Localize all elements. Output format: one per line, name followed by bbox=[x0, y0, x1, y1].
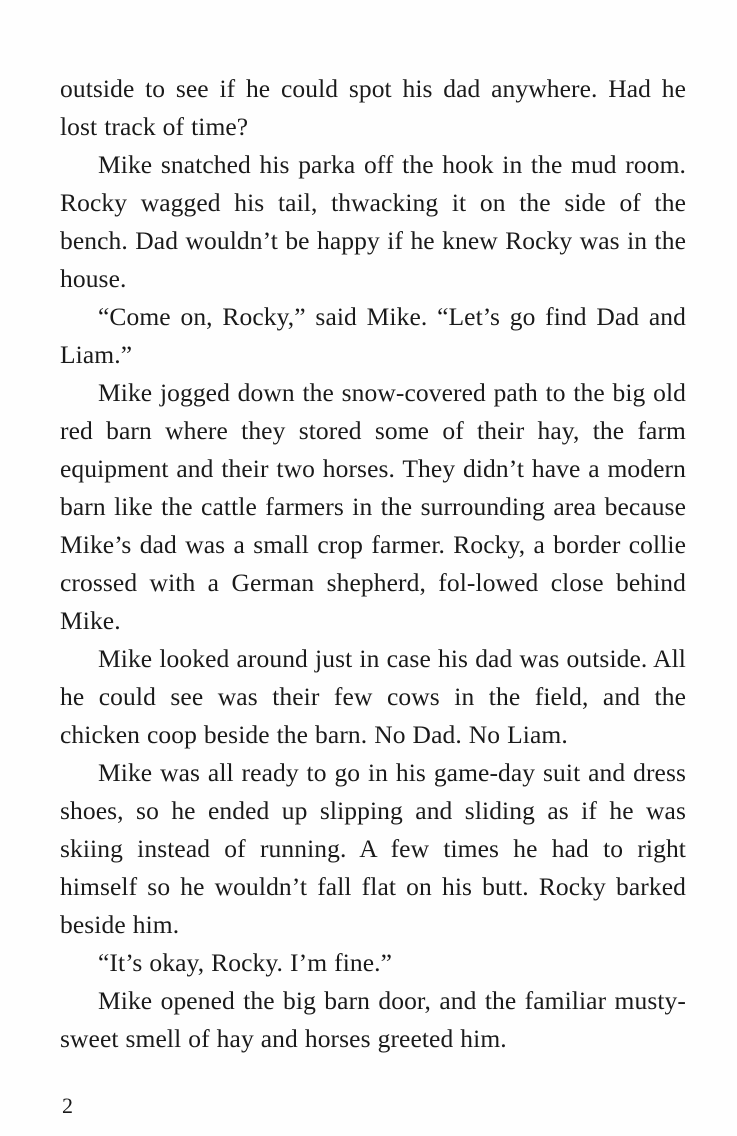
paragraph-5: Mike looked around just in case his dad was outside. All he could see was their few cows in the field, and the chicken coop beside the barn. No Dad. No Liam. bbox=[60, 644, 686, 749]
paragraph-3: “Come on, Rocky,” said Mike. “Let’s go find Dad and Liam.” bbox=[60, 302, 686, 369]
paragraph-2: Mike snatched his parka off the hook in the mud room. Rocky wagged his tail, thwacking it on the side of the bench. Dad wouldn’t be happy if he knew Rocky was in the house. bbox=[60, 150, 686, 293]
paragraph-8: Mike opened the big barn door, and the familiar musty-sweet smell of hay and horses greeted him. bbox=[60, 986, 686, 1053]
page-body-text bbox=[60, 70, 686, 1058]
paragraph-1: outside to see if he could spot his dad anywhere. Had he lost track of time? bbox=[60, 74, 686, 141]
paragraph-4: Mike jogged down the snow-covered path to the big old red barn where they stored some of their hay, the farm equipment and their two horses. They didn’t have a modern barn like the cattle farmers in the surrounding area because Mike’s dad was a small crop farmer. Rocky, a border collie crossed with a German shepherd, fol-lowed close behind Mike. bbox=[60, 378, 686, 635]
paragraph-6: Mike was all ready to go in his game-day suit and dress shoes, so he ended up slipping and sliding as if he was skiing instead of running. A few times he had to right himself so he wouldn’t fall flat on his butt. Rocky barked beside him. bbox=[60, 758, 686, 939]
page-number: 2 bbox=[62, 1093, 73, 1118]
paragraph-7: “It’s okay, Rocky. I’m fine.” bbox=[98, 948, 393, 977]
